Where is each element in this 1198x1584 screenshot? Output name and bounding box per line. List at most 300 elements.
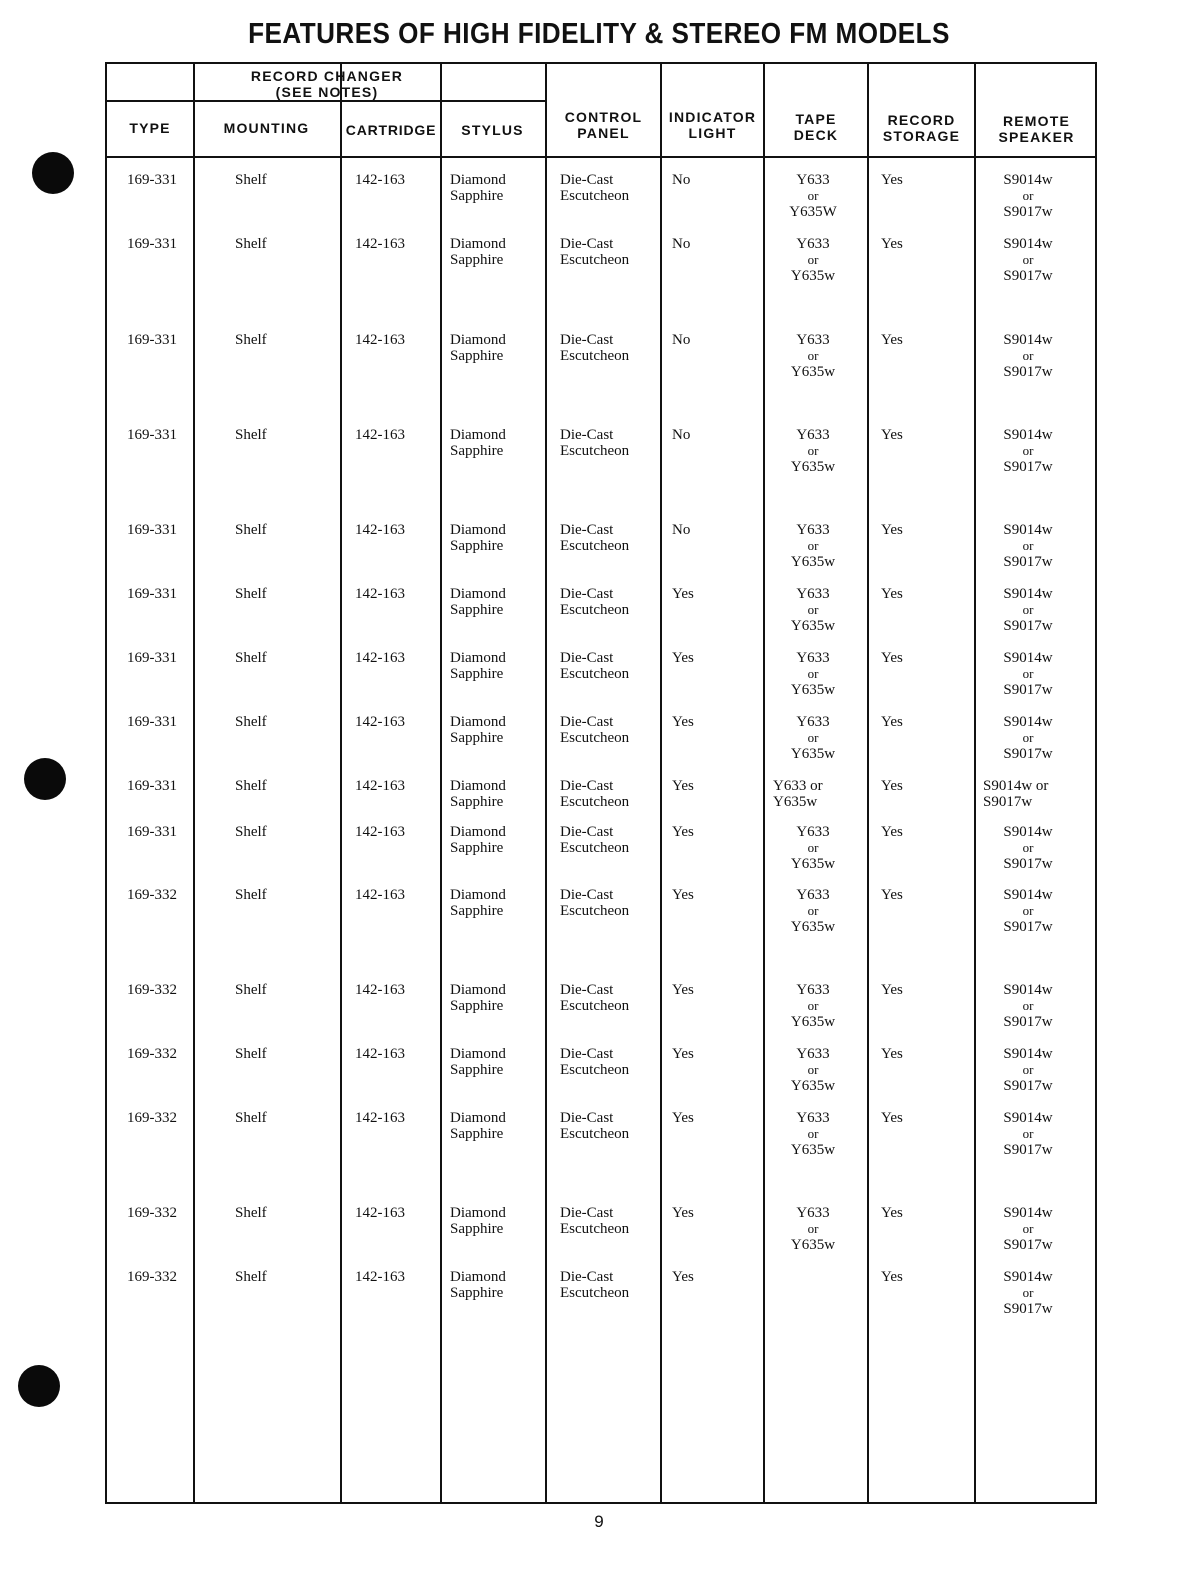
cell-type: 169-331	[127, 332, 177, 348]
cell-line: Y633	[796, 522, 830, 538]
cell-speaker	[983, 1205, 1073, 1253]
table-row	[107, 1046, 1095, 1106]
cell-line: Y633	[796, 1110, 830, 1126]
cell-tape	[773, 824, 853, 872]
cell-line: or	[807, 602, 819, 617]
cell-line: or	[807, 1126, 819, 1141]
cell-stylus	[450, 714, 506, 746]
cell-line: Diamond	[450, 982, 506, 998]
cell-storage: Yes	[881, 236, 903, 252]
cell-line: Diamond	[450, 586, 506, 602]
cell-line: Sapphire	[450, 252, 504, 268]
cell-type: 169-331	[127, 236, 177, 252]
cell-line: Y635w	[790, 682, 836, 698]
cell-storage: Yes	[881, 1269, 903, 1285]
cell-type: 169-332	[127, 1046, 177, 1062]
header-stylus: STYLUS	[461, 122, 524, 138]
cell-indicator: Yes	[672, 1205, 694, 1221]
cell-type: 169-331	[127, 650, 177, 666]
cell-storage: Yes	[881, 586, 903, 602]
cell-line: Diamond	[450, 1110, 506, 1126]
cell-indicator: Yes	[672, 650, 694, 666]
cell-mounting: Shelf	[235, 172, 267, 188]
cell-line: or	[807, 1221, 819, 1236]
cell-speaker	[983, 714, 1073, 762]
cell-line: S9014w	[1003, 172, 1053, 188]
cell-line: Sapphire	[450, 840, 504, 856]
cell-line: Escutcheon	[560, 1126, 630, 1142]
cell-line: or	[807, 538, 819, 553]
binder-hole-icon	[24, 758, 66, 800]
cell-line: Y635w	[790, 1014, 836, 1030]
cell-line: or	[1022, 188, 1034, 203]
cell-line: S9017w	[1003, 856, 1053, 872]
cell-type: 169-331	[127, 778, 177, 794]
cell-line: Y635w	[790, 268, 836, 284]
table-row	[107, 650, 1095, 710]
cell-line: Y633	[796, 586, 830, 602]
cell-type: 169-331	[127, 427, 177, 443]
cell-line: S9014w	[1003, 586, 1053, 602]
cell-type: 169-331	[127, 522, 177, 538]
cell-line: Diamond	[450, 1269, 506, 1285]
cell-line: Die-Cast	[560, 824, 614, 840]
cell-line: or	[1022, 1285, 1034, 1300]
cell-line: or	[807, 1062, 819, 1077]
table-row	[107, 172, 1095, 232]
cell-line: Y633	[796, 824, 830, 840]
cell-stylus	[450, 522, 506, 554]
cell-panel	[560, 586, 629, 618]
table-row	[107, 887, 1095, 947]
cell-line: or	[807, 998, 819, 1013]
cell-storage: Yes	[881, 332, 903, 348]
cell-line: Sapphire	[450, 730, 504, 746]
cell-stylus	[450, 1205, 506, 1237]
cell-speaker	[983, 1110, 1073, 1158]
cell-line: or	[1022, 1062, 1034, 1077]
cell-storage: Yes	[881, 522, 903, 538]
cell-panel	[560, 714, 629, 746]
cell-line: S9014w	[1003, 522, 1053, 538]
table-row	[107, 1269, 1095, 1329]
cell-line: Y635w	[790, 746, 836, 762]
cell-indicator: No	[672, 522, 691, 538]
cell-cartridge: 142-163	[355, 1269, 405, 1285]
cell-line: Escutcheon	[560, 794, 630, 810]
cell-storage: Yes	[881, 427, 903, 443]
cell-line: Escutcheon	[560, 1221, 630, 1237]
cell-line: Y635w	[790, 919, 836, 935]
binder-hole-icon	[32, 152, 74, 194]
cell-line: Die-Cast	[560, 172, 614, 188]
table-row	[107, 1205, 1095, 1265]
cell-tape	[773, 332, 853, 380]
cell-mounting: Shelf	[235, 650, 267, 666]
cell-indicator: Yes	[672, 1269, 694, 1285]
cell-line: Escutcheon	[560, 538, 630, 554]
cell-cartridge: 142-163	[355, 1110, 405, 1126]
cell-tape	[773, 1046, 853, 1094]
header-tape-deck: TAPE DECK	[793, 111, 839, 143]
cell-line: Sapphire	[450, 443, 504, 459]
cell-panel	[560, 887, 629, 919]
cell-line: or	[1022, 348, 1034, 363]
cell-line: or	[807, 666, 819, 681]
cell-line: S9017w	[1003, 1078, 1053, 1094]
cell-line: Y633	[796, 982, 830, 998]
cell-cartridge: 142-163	[355, 236, 405, 252]
cell-panel	[560, 1046, 629, 1078]
cell-indicator: Yes	[672, 982, 694, 998]
page-number: 9	[594, 1512, 604, 1531]
cell-panel	[560, 1269, 629, 1301]
cell-line: Die-Cast	[560, 522, 614, 538]
table-row	[107, 427, 1095, 487]
cell-mounting: Shelf	[235, 714, 267, 730]
cell-line: Y633 or	[773, 778, 823, 794]
cell-line: Diamond	[450, 1046, 506, 1062]
cell-storage: Yes	[881, 824, 903, 840]
cell-speaker	[983, 236, 1073, 284]
cell-panel	[560, 522, 629, 554]
cell-line: Diamond	[450, 332, 506, 348]
cell-indicator: No	[672, 172, 691, 188]
cell-line: S9017w	[1003, 1142, 1053, 1158]
cell-line: or	[1022, 903, 1034, 918]
cell-line: Diamond	[450, 172, 506, 188]
cell-speaker	[983, 522, 1073, 570]
table-row	[107, 982, 1095, 1042]
cell-indicator: Yes	[672, 887, 694, 903]
cell-type: 169-331	[127, 714, 177, 730]
cell-cartridge: 142-163	[355, 824, 405, 840]
cell-type: 169-331	[127, 586, 177, 602]
features-table	[105, 62, 1097, 1504]
cell-storage: Yes	[881, 1110, 903, 1126]
table-row	[107, 1110, 1095, 1170]
cell-mounting: Shelf	[235, 1046, 267, 1062]
cell-line: Die-Cast	[560, 778, 614, 794]
cell-line: Diamond	[450, 650, 506, 666]
cell-line: Sapphire	[450, 348, 504, 364]
cell-line: Y633	[796, 236, 830, 252]
header-remote-speaker: REMOTE SPEAKER	[998, 113, 1075, 145]
cell-cartridge: 142-163	[355, 982, 405, 998]
cell-cartridge: 142-163	[355, 332, 405, 348]
cell-mounting: Shelf	[235, 522, 267, 538]
cell-line: S9014w	[1003, 332, 1053, 348]
cell-line: Diamond	[450, 522, 506, 538]
cell-line: Escutcheon	[560, 998, 630, 1014]
cell-speaker	[983, 172, 1073, 220]
cell-speaker	[983, 778, 1048, 810]
cell-line: or	[1022, 1126, 1034, 1141]
cell-line: or	[807, 188, 819, 203]
cell-line: S9017w	[1003, 1301, 1053, 1317]
cell-line: Escutcheon	[560, 443, 630, 459]
cell-line: S9014w	[1003, 236, 1053, 252]
cell-cartridge: 142-163	[355, 1205, 405, 1221]
cell-stylus	[450, 982, 506, 1014]
cell-line: or	[1022, 998, 1034, 1013]
cell-line: Sapphire	[450, 1062, 504, 1078]
cell-storage: Yes	[881, 887, 903, 903]
cell-line: S9014w	[1003, 824, 1053, 840]
cell-line: S9017w	[1003, 618, 1053, 634]
cell-panel	[560, 982, 629, 1014]
cell-line: Die-Cast	[560, 714, 614, 730]
cell-storage: Yes	[881, 1046, 903, 1062]
header-record-storage: RECORD STORAGE	[882, 112, 961, 144]
cell-line: Sapphire	[450, 903, 504, 919]
cell-line: Die-Cast	[560, 236, 614, 252]
cell-tape	[773, 1110, 853, 1158]
cell-line: Y633	[796, 172, 830, 188]
cell-line: Diamond	[450, 778, 506, 794]
cell-line: Die-Cast	[560, 1046, 614, 1062]
cell-line: or	[1022, 840, 1034, 855]
cell-line: Y635w	[790, 554, 836, 570]
cell-cartridge: 142-163	[355, 650, 405, 666]
cell-mounting: Shelf	[235, 887, 267, 903]
cell-line: Diamond	[450, 427, 506, 443]
cell-stylus	[450, 650, 506, 682]
cell-cartridge: 142-163	[355, 1046, 405, 1062]
cell-storage: Yes	[881, 778, 903, 794]
page-title: FEATURES OF HIGH FIDELITY & STEREO FM MODELS	[248, 18, 950, 50]
cell-tape	[773, 778, 823, 810]
cell-line: Sapphire	[450, 1221, 504, 1237]
cell-line: Escutcheon	[560, 1062, 630, 1078]
cell-line: S9014w	[1003, 714, 1053, 730]
cell-stylus	[450, 172, 506, 204]
cell-line: Sapphire	[450, 188, 504, 204]
cell-line: S9017w	[1003, 268, 1053, 284]
cell-line: Y633	[796, 1046, 830, 1062]
cell-tape	[773, 427, 853, 475]
header-record-changer: RECORD CHANGER (SEE NOTES)	[250, 68, 404, 100]
cell-line: or	[1022, 602, 1034, 617]
cell-line: Diamond	[450, 1205, 506, 1221]
table-row	[107, 522, 1095, 582]
cell-line: Y635w	[773, 794, 818, 810]
header-rule	[107, 156, 1095, 158]
cell-panel	[560, 778, 629, 810]
cell-tape	[773, 650, 853, 698]
cell-mounting: Shelf	[235, 982, 267, 998]
table-row	[107, 824, 1095, 884]
cell-line: Y633	[796, 714, 830, 730]
cell-line: Escutcheon	[560, 188, 630, 204]
cell-line: Escutcheon	[560, 903, 630, 919]
cell-line: Sapphire	[450, 1126, 504, 1142]
cell-stylus	[450, 332, 506, 364]
cell-line: S9014w	[1003, 650, 1053, 666]
cell-mounting: Shelf	[235, 1110, 267, 1126]
cell-tape	[773, 714, 853, 762]
cell-stylus	[450, 427, 506, 459]
cell-indicator: Yes	[672, 824, 694, 840]
cell-line: Y635w	[790, 1142, 836, 1158]
cell-line: Escutcheon	[560, 348, 630, 364]
cell-line: or	[1022, 538, 1034, 553]
cell-line: or	[1022, 252, 1034, 267]
cell-mounting: Shelf	[235, 778, 267, 794]
cell-panel	[560, 427, 629, 459]
cell-line: or	[1022, 443, 1034, 458]
cell-cartridge: 142-163	[355, 887, 405, 903]
cell-line: Y633	[796, 650, 830, 666]
cell-type: 169-332	[127, 1205, 177, 1221]
cell-line: S9017w	[1003, 682, 1053, 698]
cell-line: S9014w	[1003, 887, 1053, 903]
cell-speaker	[983, 586, 1073, 634]
cell-line: or	[1022, 1221, 1034, 1236]
cell-tape	[773, 236, 853, 284]
cell-speaker	[983, 887, 1073, 935]
cell-line: Y635w	[790, 1078, 836, 1094]
cell-panel	[560, 172, 629, 204]
table-row	[107, 714, 1095, 774]
cell-line: or	[807, 903, 819, 918]
cell-line: Sapphire	[450, 538, 504, 554]
header-indicator-light: INDICATOR LIGHT	[668, 109, 757, 141]
cell-line: Die-Cast	[560, 887, 614, 903]
cell-indicator: Yes	[672, 778, 694, 794]
cell-storage: Yes	[881, 172, 903, 188]
cell-line: Y633	[796, 887, 830, 903]
cell-stylus	[450, 236, 506, 268]
cell-line: Y633	[796, 332, 830, 348]
cell-indicator: No	[672, 332, 691, 348]
cell-line: S9017w	[1003, 204, 1053, 220]
cell-speaker	[983, 650, 1073, 698]
cell-panel	[560, 1110, 629, 1142]
cell-indicator: Yes	[672, 586, 694, 602]
cell-panel	[560, 1205, 629, 1237]
cell-line: Sapphire	[450, 666, 504, 682]
cell-tape	[773, 586, 853, 634]
cell-line: S9017w	[1003, 1014, 1053, 1030]
cell-indicator: Yes	[672, 1046, 694, 1062]
cell-line: or	[1022, 666, 1034, 681]
cell-line: Die-Cast	[560, 1205, 614, 1221]
cell-indicator: No	[672, 427, 691, 443]
cell-line: S9014w	[1003, 1205, 1053, 1221]
cell-mounting: Shelf	[235, 1205, 267, 1221]
cell-storage: Yes	[881, 714, 903, 730]
cell-line: S9014w or	[983, 778, 1049, 794]
binder-hole-icon	[18, 1365, 60, 1407]
cell-speaker	[983, 982, 1073, 1030]
cell-cartridge: 142-163	[355, 427, 405, 443]
cell-mounting: Shelf	[235, 236, 267, 252]
cell-line: or	[807, 348, 819, 363]
header-group-rule	[107, 100, 547, 102]
cell-indicator: Yes	[672, 1110, 694, 1126]
cell-mounting: Shelf	[235, 824, 267, 840]
header-mounting: MOUNTING	[223, 120, 310, 136]
cell-line: Sapphire	[450, 1285, 504, 1301]
cell-line: S9014w	[1003, 1046, 1053, 1062]
cell-line: Die-Cast	[560, 1269, 614, 1285]
cell-line: Diamond	[450, 714, 506, 730]
cell-line: Y635w	[790, 1237, 836, 1253]
cell-stylus	[450, 778, 506, 810]
cell-tape	[773, 982, 853, 1030]
cell-line: S9017w	[1003, 459, 1053, 475]
cell-line: Sapphire	[450, 602, 504, 618]
cell-line: S9017w	[1003, 554, 1053, 570]
cell-line: Y635w	[790, 364, 836, 380]
cell-stylus	[450, 824, 506, 856]
cell-indicator: No	[672, 236, 691, 252]
cell-stylus	[450, 1046, 506, 1078]
cell-line: Y633	[796, 427, 830, 443]
cell-stylus	[450, 586, 506, 618]
header-control-panel: CONTROL PANEL	[564, 109, 643, 141]
cell-line: S9014w	[1003, 982, 1053, 998]
cell-line: Die-Cast	[560, 982, 614, 998]
cell-line: or	[807, 840, 819, 855]
cell-tape	[773, 172, 853, 220]
cell-line: Escutcheon	[560, 1285, 630, 1301]
cell-line: Y635w	[790, 856, 836, 872]
cell-stylus	[450, 887, 506, 919]
cell-panel	[560, 650, 629, 682]
cell-line: Die-Cast	[560, 427, 614, 443]
table-row	[107, 586, 1095, 646]
cell-line: Die-Cast	[560, 332, 614, 348]
cell-line: S9017w	[1003, 919, 1053, 935]
cell-mounting: Shelf	[235, 1269, 267, 1285]
cell-line: Die-Cast	[560, 1110, 614, 1126]
cell-line: S9017w	[1003, 1237, 1053, 1253]
cell-line: Escutcheon	[560, 252, 630, 268]
cell-line: S9014w	[1003, 427, 1053, 443]
cell-line: S9017w	[1003, 364, 1053, 380]
cell-panel	[560, 824, 629, 856]
cell-indicator: Yes	[672, 714, 694, 730]
cell-type: 169-331	[127, 172, 177, 188]
cell-line: Y635W	[789, 204, 837, 220]
cell-line: Y633	[796, 1205, 830, 1221]
cell-line: Escutcheon	[560, 666, 630, 682]
cell-cartridge: 142-163	[355, 586, 405, 602]
cell-line: Die-Cast	[560, 650, 614, 666]
cell-speaker	[983, 1269, 1073, 1317]
cell-line: Y635w	[790, 618, 836, 634]
cell-mounting: Shelf	[235, 586, 267, 602]
cell-line: or	[807, 443, 819, 458]
header-cartridge: CARTRIDGE	[345, 122, 437, 138]
cell-line: Diamond	[450, 887, 506, 903]
cell-panel	[560, 236, 629, 268]
cell-line: Escutcheon	[560, 840, 630, 856]
cell-mounting: Shelf	[235, 427, 267, 443]
cell-mounting: Shelf	[235, 332, 267, 348]
cell-storage: Yes	[881, 982, 903, 998]
cell-line: or	[807, 730, 819, 745]
cell-cartridge: 142-163	[355, 778, 405, 794]
cell-storage: Yes	[881, 650, 903, 666]
cell-type: 169-331	[127, 824, 177, 840]
cell-line: Y635w	[790, 459, 836, 475]
cell-line: Escutcheon	[560, 730, 630, 746]
cell-cartridge: 142-163	[355, 714, 405, 730]
cell-speaker	[983, 1046, 1073, 1094]
